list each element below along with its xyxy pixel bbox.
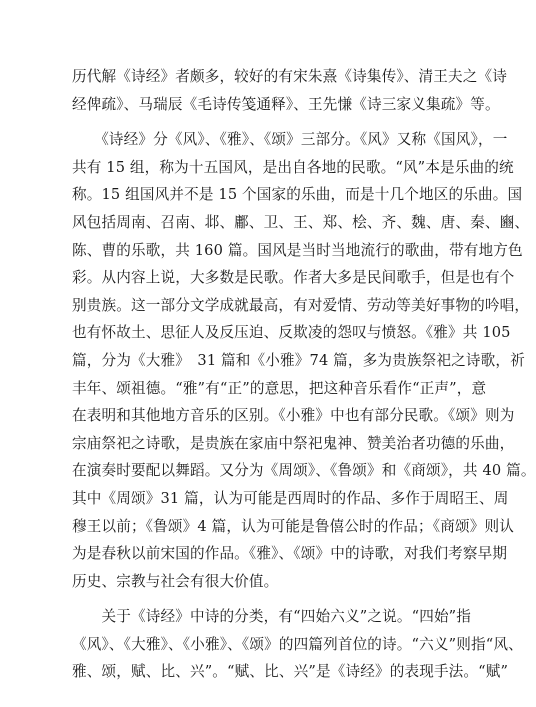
paragraph-gap (72, 118, 431, 126)
text-line: 经俾疏》、马瑞辰《毛诗传笺通释》、王先慊《诗三家义集疏》等。 (72, 95, 500, 113)
text-line: 篇，分为《大雅》 31 篇和《小雅》74 篇，多为贵族祭祀之诗歌，祈 (72, 351, 525, 369)
text-line: 穆王以前；《鲁颂》4 篇，认为可能是鲁僖公时的作品；《商颂》则认 (72, 517, 514, 535)
text-line: 宗庙祭祀之诗歌，是贵族在家庙中祭祀鬼神、赞美治者功德的乐曲， (72, 434, 515, 452)
text-line: 其中《周颂》31 篇，认为可能是西周时的作品、多作于周昭王、周 (72, 489, 509, 507)
text-line: 风包括周南、召南、邶、鄘、卫、王、郑、桧、齐、魏、唐、秦、豳、 (72, 213, 530, 231)
text-line: 称。15 组国风并不是 15 个国家的乐曲，而是十几个地区的乐曲。国 (72, 186, 523, 204)
text-line: 为是春秋以前宋国的作品。《雅》、《颂》中的诗歌，对我们考察早期 (72, 545, 508, 563)
text-line: 《风》、《大雅》、《小雅》、《颂》的四篇列首位的诗。“六义”则指“风、 (72, 635, 523, 653)
text-line: 雅、颂，赋、比、兴”。“赋、比、兴”是《诗经》的表现手法。“赋” (72, 663, 509, 681)
text-line: 也有怀故土、思征人及反压迫、反欺凌的怨叹与愤怒。《雅》共 105 (72, 324, 511, 342)
text-line: 历代解《诗经》者颇多，较好的有宋朱熹《诗集传》、清王夫之《诗 (72, 68, 508, 85)
text-line: 《诗经》分《风》、《雅》、《颂》三部分。《风》又称《国风》，一 (72, 131, 508, 149)
paragraph-gap (72, 595, 431, 603)
paragraph-classification (72, 603, 523, 686)
paragraph-commentaries (72, 63, 508, 118)
text-line: 关于《诗经》中诗的分类，有“四始六义”之说。“四始”指 (72, 608, 472, 626)
text-line: 丰年、颂祖德。“雅”有“正”的意思，把这种音乐看作“正声”，意 (72, 379, 487, 397)
paragraph-structure (72, 126, 536, 595)
text-line: 在表明和其他地方音乐的区别。《小雅》中也有部分民歌。《颂》则为 (72, 407, 515, 425)
text-line: 历史、宗教与社会有很大价值。 (72, 572, 279, 590)
text-line: 共有 15 组，称为十五国风，是出自各地的民歌。“风”本是乐曲的统 (72, 158, 514, 176)
text-line: 陈、曹的乐歌，共 160 篇。国风是当时当地流行的歌曲，带有地方色 (72, 241, 523, 259)
text-line: 别贵族。这一部分文学成就最高，有对爱情、劳动等美好事物的吟唱， (72, 296, 530, 314)
text-line: 彩。从内容上说，大多数是民歌。作者大多是民间歌手，但是也有个 (72, 269, 515, 287)
text-line: 在演奏时要配以舞蹈。又分为《周颂》、《鲁颂》和《商颂》，共 40 篇。 (72, 462, 536, 480)
